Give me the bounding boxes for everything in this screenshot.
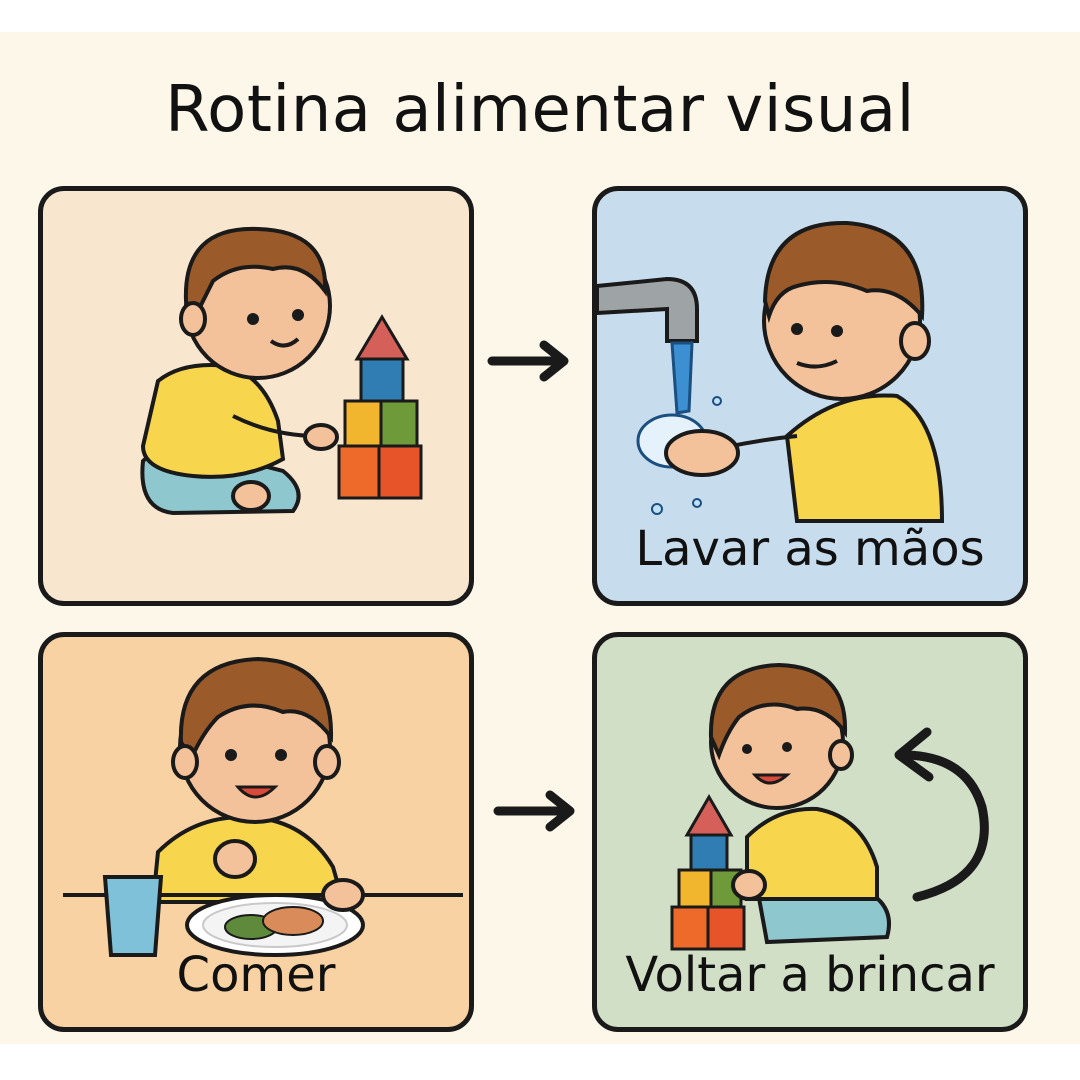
step-card-brincar [38, 186, 474, 606]
step-label-comer: Comer [176, 947, 336, 1003]
child-playing-blocks-illustration [43, 191, 479, 611]
step-label-voltar-a-brincar: Voltar a brincar [625, 947, 995, 1003]
step-card-voltar-a-brincar [592, 632, 1028, 1032]
arrow-right-icon [494, 786, 580, 836]
step-card-lavar-as-maos [592, 186, 1028, 606]
step-label-lavar-as-maos: Lavar as mãos [635, 521, 985, 577]
page-title: Rotina alimentar visual [165, 73, 915, 147]
arrow-right-icon [488, 336, 574, 386]
step-card-comer [38, 632, 474, 1032]
